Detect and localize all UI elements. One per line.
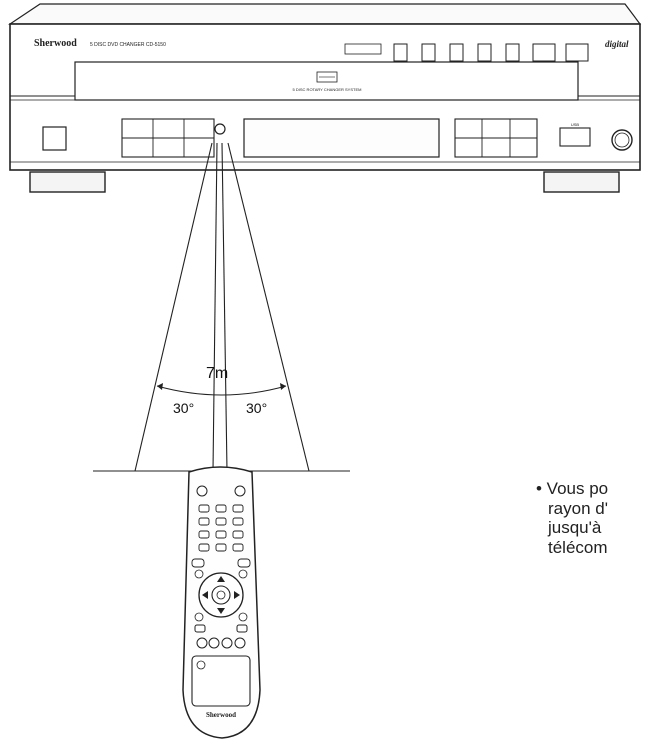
- angle-left-label: 30°: [173, 400, 195, 416]
- remote-power-button[interactable]: [197, 486, 207, 496]
- cone-right-edge: [228, 143, 309, 471]
- model-label: 5 DISC DVD CHANGER CD-5150: [90, 42, 166, 48]
- disc-4-button[interactable]: [478, 44, 491, 61]
- usb-port[interactable]: [560, 128, 590, 146]
- caption-line-2: rayon d': [548, 498, 608, 518]
- disc-3-button[interactable]: [450, 44, 463, 61]
- right-control-buttons: [455, 119, 537, 157]
- left-foot: [30, 172, 105, 192]
- right-foot: [544, 172, 619, 192]
- caption-text: [536, 479, 657, 557]
- cone-center-right: [222, 143, 227, 471]
- disc-5-button[interactable]: [506, 44, 519, 61]
- distance-label: 7m: [206, 365, 229, 382]
- display-window: [244, 119, 439, 157]
- open-close-button[interactable]: [566, 44, 588, 61]
- remote-sensor-icon: [215, 124, 225, 134]
- left-control-buttons: [122, 119, 214, 157]
- disc-logo-icon: [317, 72, 337, 82]
- angle-right-label: 30°: [246, 400, 268, 416]
- range-cone: [93, 143, 350, 471]
- remote-open-button[interactable]: [235, 486, 245, 496]
- cone-left-edge: [135, 143, 212, 471]
- caption-line-4: télécom: [548, 537, 608, 557]
- brand-label: Sherwood: [34, 38, 77, 49]
- cone-center-left: [213, 143, 217, 471]
- digital-logo: digital: [605, 39, 629, 49]
- remote-control: [183, 467, 260, 738]
- caption-line-1: • Vous po: [536, 479, 609, 498]
- dvd-player: [10, 4, 640, 192]
- tray-label: 5 DISC ROTARY CHANGER SYSTEM: [292, 87, 362, 92]
- disc-skip-button[interactable]: [533, 44, 555, 61]
- caption-line-3: jusqu'à: [548, 518, 602, 537]
- angle-arc: [157, 386, 286, 395]
- remote-brand-label: Sherwood: [206, 711, 236, 719]
- usb-label: USB: [570, 122, 580, 127]
- disc-2-button[interactable]: [422, 44, 435, 61]
- disc-1-button[interactable]: [394, 44, 407, 61]
- power-button[interactable]: [43, 127, 66, 150]
